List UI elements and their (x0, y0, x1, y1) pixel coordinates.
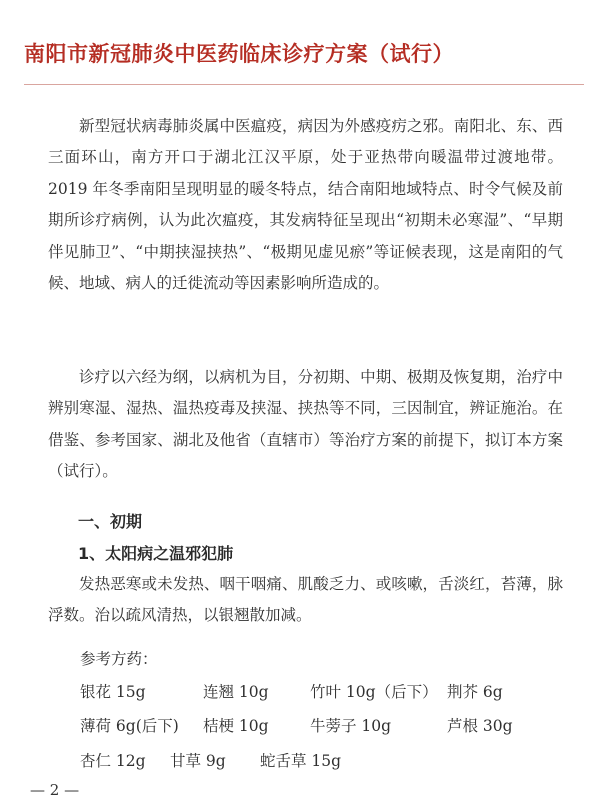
prescription-row (80, 676, 580, 708)
prescription-label: 参考方药： (80, 650, 158, 668)
herb-item: 桔梗 10g (203, 717, 269, 735)
prescription-row (80, 710, 580, 742)
intro-paragraph: 新型冠状病毒肺炎属中医瘟疫，病因为外感疫疠之邪。南阳北、东、西三面环山，南方开口于湖北江汉平原，处于亚热带向暖温带过渡地带。2019 年冬季南阳呈现明显的暖冬特点，结合南阳地域特点、时令气候及前期所诊疗病例，认为此次瘟疫，其发病特征呈现出“初期未必寒湿”、“早期伴见肺卫”、“中期挟湿挟热”、“极期见虚见瘀”等证候表现，这是南阳的气候、地域、病人的迁徙流动等因素影响所造成的。 (48, 117, 563, 293)
subsection-heading: 1、太阳病之温邪犯肺 (78, 544, 234, 563)
herb-item: 银花 15g (80, 683, 146, 701)
section-heading: 一、初期 (78, 512, 143, 531)
herb-item: 牛蒡子 10g (310, 717, 392, 735)
approach-paragraph: 诊疗以六经为纲，以病机为目，分初期、中期、极期及恢复期，治疗中辨别寒湿、湿热、温热疫毒及挟湿、挟热等不同，三因制宜，辨证施治。在借鉴、参考国家、湖北及他省（直辖市）等治疗方案的前提下，拟订本方案（试行）。 (48, 368, 563, 481)
title-divider (24, 84, 584, 85)
herb-item: 甘草 9g (170, 752, 226, 770)
prescription-row (80, 745, 580, 777)
document-title: 南阳市新冠肺炎中医药临床诊疗方案（试行） (24, 42, 454, 66)
herb-item: 竹叶 10g（后下） (310, 683, 438, 701)
herb-item: 荆芥 6g (447, 683, 503, 701)
symptoms-paragraph: 发热恶寒或未发热、咽干咽痛、肌酸乏力、或咳嗽，舌淡红，苔薄，脉浮数。治以疏风清热，以银翘散加减。 (48, 575, 563, 625)
herb-item: 连翘 10g (203, 683, 269, 701)
herb-item: 薄荷 6g(后下) (80, 717, 179, 735)
page-number: — 2 — (30, 781, 80, 799)
herb-item: 芦根 30g (447, 717, 513, 735)
herb-item: 蛇舌草 15g (260, 752, 342, 770)
herb-item: 杏仁 12g (80, 752, 146, 770)
